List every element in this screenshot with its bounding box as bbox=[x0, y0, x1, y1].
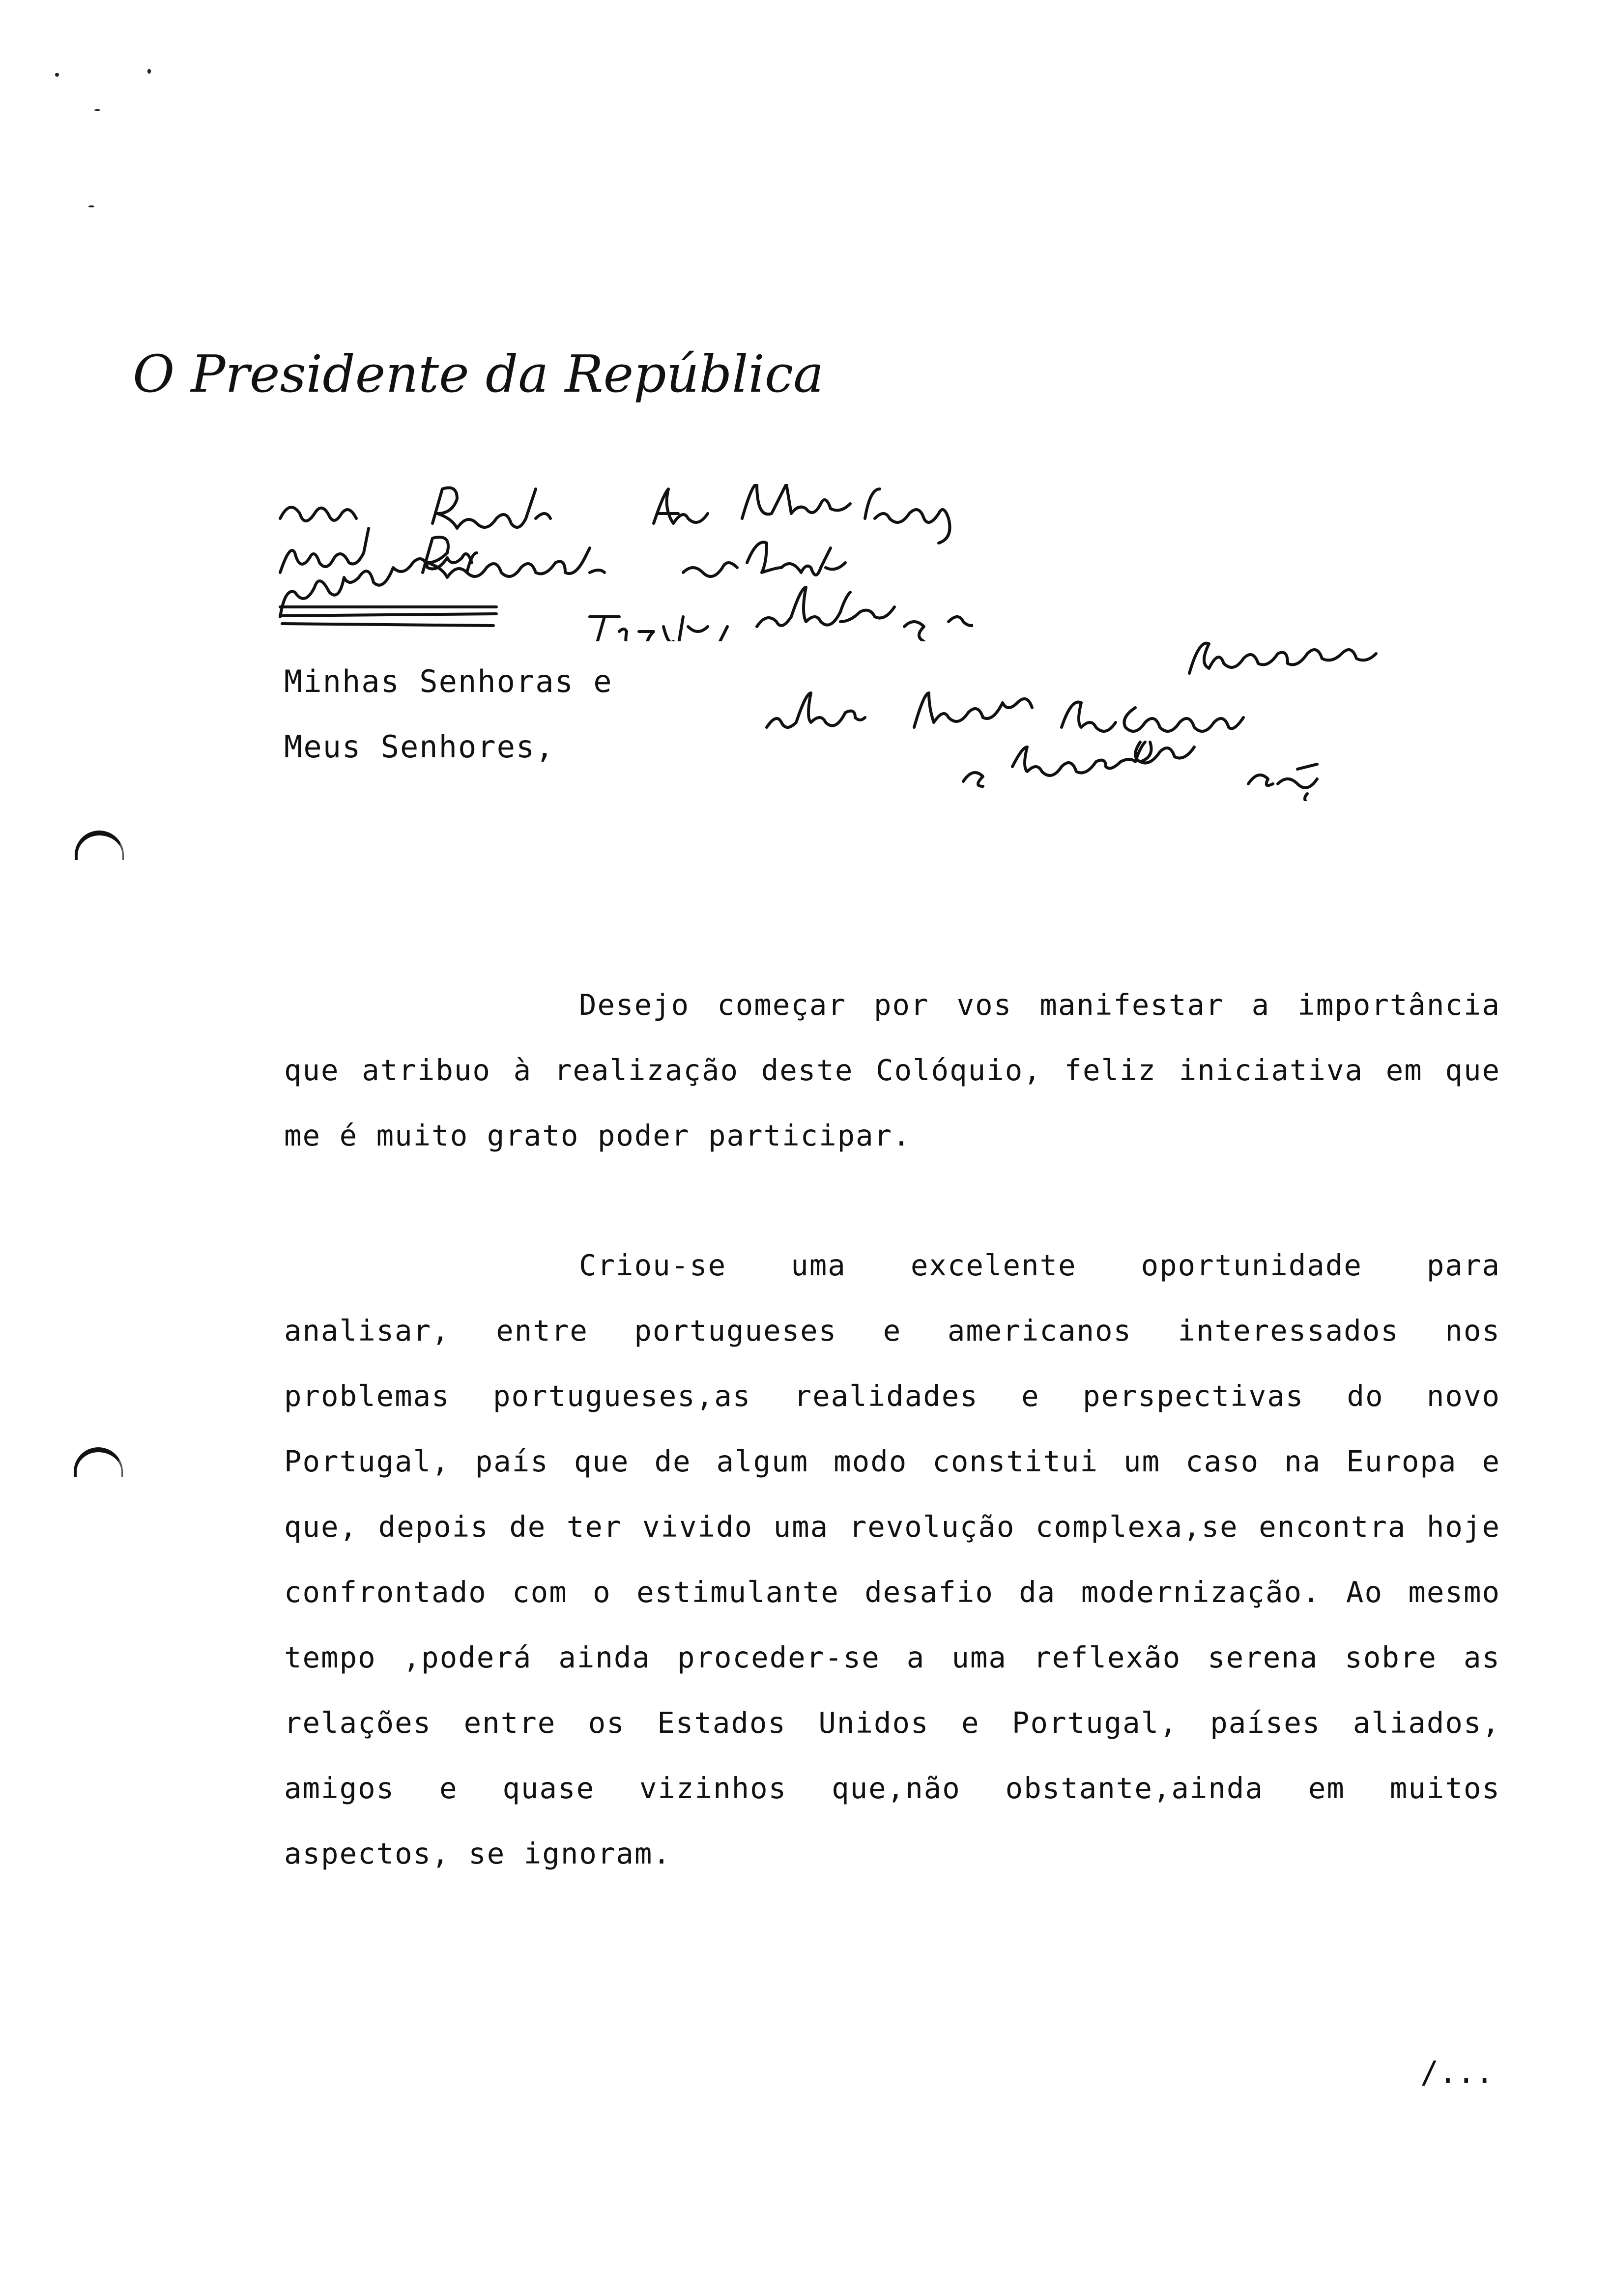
paragraph-2-text: Criou-se uma excelente oportunidade para analisar, entre portugueses e americanos interessados nos problemas portugueses,as realidades e perspectivas do novo Portugal, país que de algum modo constitui um caso na Europa e que, depois de ter vivido uma revolução complexa,se encontra hoje confrontado com o estimulante desafio da modernização. Ao mesmo tempo ,poderá ainda proceder-se a uma reflexão serena sobre as relações entre os Estados Unidos e Portugal, países aliados, amigos e quase vizinhos que,não obstante,ainda em muitos aspectos, se ignoram. bbox=[284, 1248, 1500, 1870]
salutation-line-2: Meus Senhores, bbox=[284, 729, 555, 765]
paragraph-1-text: Desejo começar por vos manifestar a importância que atribuo à realização deste Colóquio, feliz iniciativa em que me é muito grato poder participar. bbox=[284, 988, 1500, 1152]
letterhead-title: O Presidente da República bbox=[133, 344, 824, 404]
scan-speck bbox=[147, 69, 151, 74]
handwritten-annotation bbox=[275, 484, 973, 641]
continuation-marker: /... bbox=[1420, 2054, 1494, 2090]
paragraph-1 bbox=[284, 972, 1500, 1168]
scan-speck bbox=[94, 109, 100, 111]
scan-speck bbox=[55, 73, 59, 77]
punch-hole-icon bbox=[75, 831, 124, 860]
salutation-line-1: Minhas Senhoras e bbox=[284, 663, 613, 699]
salutation bbox=[284, 649, 613, 779]
scan-speck bbox=[88, 205, 94, 207]
paragraph-2 bbox=[284, 1233, 1500, 1886]
handwritten-annotation bbox=[757, 634, 1455, 801]
punch-hole-icon bbox=[74, 1447, 123, 1477]
